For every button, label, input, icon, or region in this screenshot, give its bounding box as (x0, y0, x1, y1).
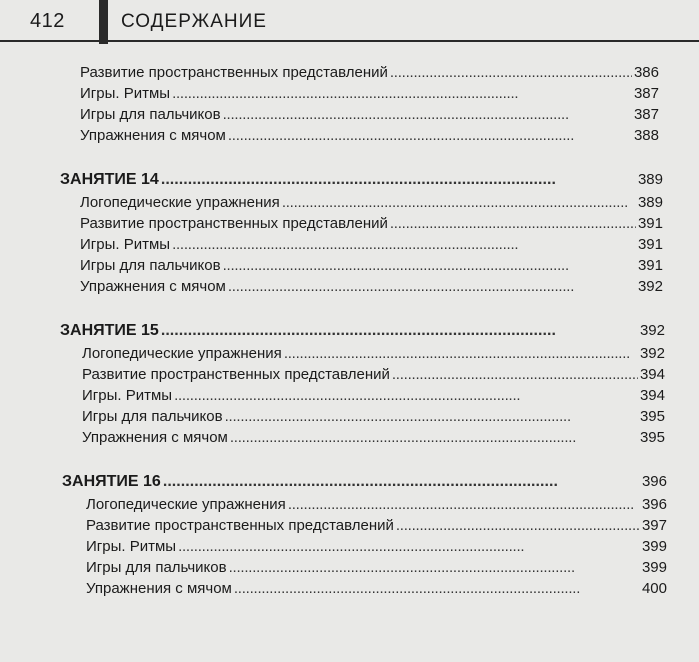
leader-dots (392, 364, 638, 385)
toc-entry (0, 385, 699, 406)
lesson-heading (0, 168, 699, 192)
toc-entry-page: 388 (633, 127, 659, 144)
lesson-page: 392 (639, 322, 665, 339)
page-header (0, 0, 699, 44)
toc-entry (0, 406, 699, 427)
toc-entry-label: Развитие пространственных представлений (82, 366, 390, 383)
toc-entry (0, 364, 699, 385)
toc-entry (0, 255, 699, 276)
page-number: 412 (30, 10, 65, 32)
toc-entry (0, 234, 699, 255)
toc-entry-page: 394 (639, 366, 665, 383)
leader-dots (230, 427, 638, 448)
toc-entry-page: 391 (637, 236, 663, 253)
toc-entry (0, 62, 699, 83)
toc-entry-page: 391 (637, 257, 663, 274)
toc-entry (0, 104, 699, 125)
leader-dots (390, 62, 632, 83)
leader-dots (174, 385, 638, 406)
toc-entry-label: Упражнения с мячом (82, 429, 228, 446)
toc-entry (0, 125, 699, 146)
toc-entry-label: Развитие пространственных представлений (86, 517, 394, 534)
leader-dots (172, 83, 632, 104)
toc-entry-label: Развитие пространственных представлений (80, 215, 388, 232)
leader-dots (223, 255, 636, 276)
leader-dots (225, 406, 638, 427)
toc-entry (0, 494, 699, 515)
leader-dots (284, 343, 638, 364)
leader-dots (288, 494, 640, 515)
leader-dots (223, 104, 632, 125)
toc-entry (0, 515, 699, 536)
toc-entry-page: 394 (639, 387, 665, 404)
toc-entry (0, 557, 699, 578)
toc-entry-page: 387 (633, 85, 659, 102)
toc-entry-label: Логопедические упражнения (80, 194, 280, 211)
toc-entry-page: 386 (633, 64, 659, 81)
section-title: СОДЕРЖАНИЕ (121, 11, 267, 32)
toc-entry-label: Игры для пальчиков (80, 106, 221, 123)
lesson-block (0, 470, 699, 599)
toc-entry-label: Игры. Ритмы (82, 387, 173, 404)
header-rule (0, 40, 699, 42)
lesson-block (0, 319, 699, 448)
toc-entry-page: 396 (641, 496, 667, 513)
lesson-heading (0, 319, 699, 343)
leader-dots (228, 276, 636, 297)
header-vertical-bar (99, 0, 108, 44)
toc-entry (0, 83, 699, 104)
toc-entry-page: 395 (639, 429, 665, 446)
leader-dots (178, 536, 640, 557)
toc-entry-label: Упражнения с мячом (86, 580, 232, 597)
leader-dots (163, 470, 640, 494)
toc-entry-page: 392 (637, 278, 663, 295)
toc-entry-page: 387 (633, 106, 659, 123)
lesson-title: ЗАНЯТИЕ 14 (60, 171, 159, 188)
continuation-block (0, 62, 699, 146)
leader-dots (161, 319, 638, 343)
toc-entry-page: 397 (641, 517, 667, 534)
toc-entry (0, 343, 699, 364)
toc-entry-page: 399 (641, 559, 667, 576)
toc-entry-label: Развитие пространственных представлений (80, 64, 388, 81)
lesson-block (0, 168, 699, 297)
leader-dots (282, 192, 636, 213)
toc-entry-page: 395 (639, 408, 665, 425)
lesson-page: 389 (637, 171, 663, 188)
leader-dots (161, 168, 636, 192)
lesson-heading (0, 470, 699, 494)
toc-entry-label: Логопедические упражнения (82, 345, 282, 362)
toc-entry-page: 392 (639, 345, 665, 362)
leader-dots (228, 125, 632, 146)
toc-entry-label: Игры для пальчиков (82, 408, 223, 425)
leader-dots (234, 578, 640, 599)
toc-entry-page: 400 (641, 580, 667, 597)
lesson-title: ЗАНЯТИЕ 15 (60, 322, 159, 339)
toc-entry-page: 391 (637, 215, 663, 232)
toc-entry (0, 192, 699, 213)
toc-entry-label: Упражнения с мячом (80, 127, 226, 144)
toc-entry (0, 536, 699, 557)
toc-entry (0, 276, 699, 297)
toc-entry-label: Упражнения с мячом (80, 278, 226, 295)
toc-entry-page: 399 (641, 538, 667, 555)
toc-entry-label: Логопедические упражнения (86, 496, 286, 513)
toc-entry-label: Игры. Ритмы (80, 85, 171, 102)
leader-dots (172, 234, 636, 255)
leader-dots (390, 213, 636, 234)
toc-entry (0, 578, 699, 599)
table-of-contents (0, 62, 699, 621)
toc-entry-label: Игры. Ритмы (80, 236, 171, 253)
toc-entry-page: 389 (637, 194, 663, 211)
leader-dots (229, 557, 640, 578)
lesson-title: ЗАНЯТИЕ 16 (62, 473, 161, 490)
toc-entry (0, 427, 699, 448)
lesson-page: 396 (641, 473, 667, 490)
leader-dots (396, 515, 640, 536)
toc-entry-label: Игры для пальчиков (86, 559, 227, 576)
toc-entry (0, 213, 699, 234)
toc-entry-label: Игры. Ритмы (86, 538, 177, 555)
toc-entry-label: Игры для пальчиков (80, 257, 221, 274)
